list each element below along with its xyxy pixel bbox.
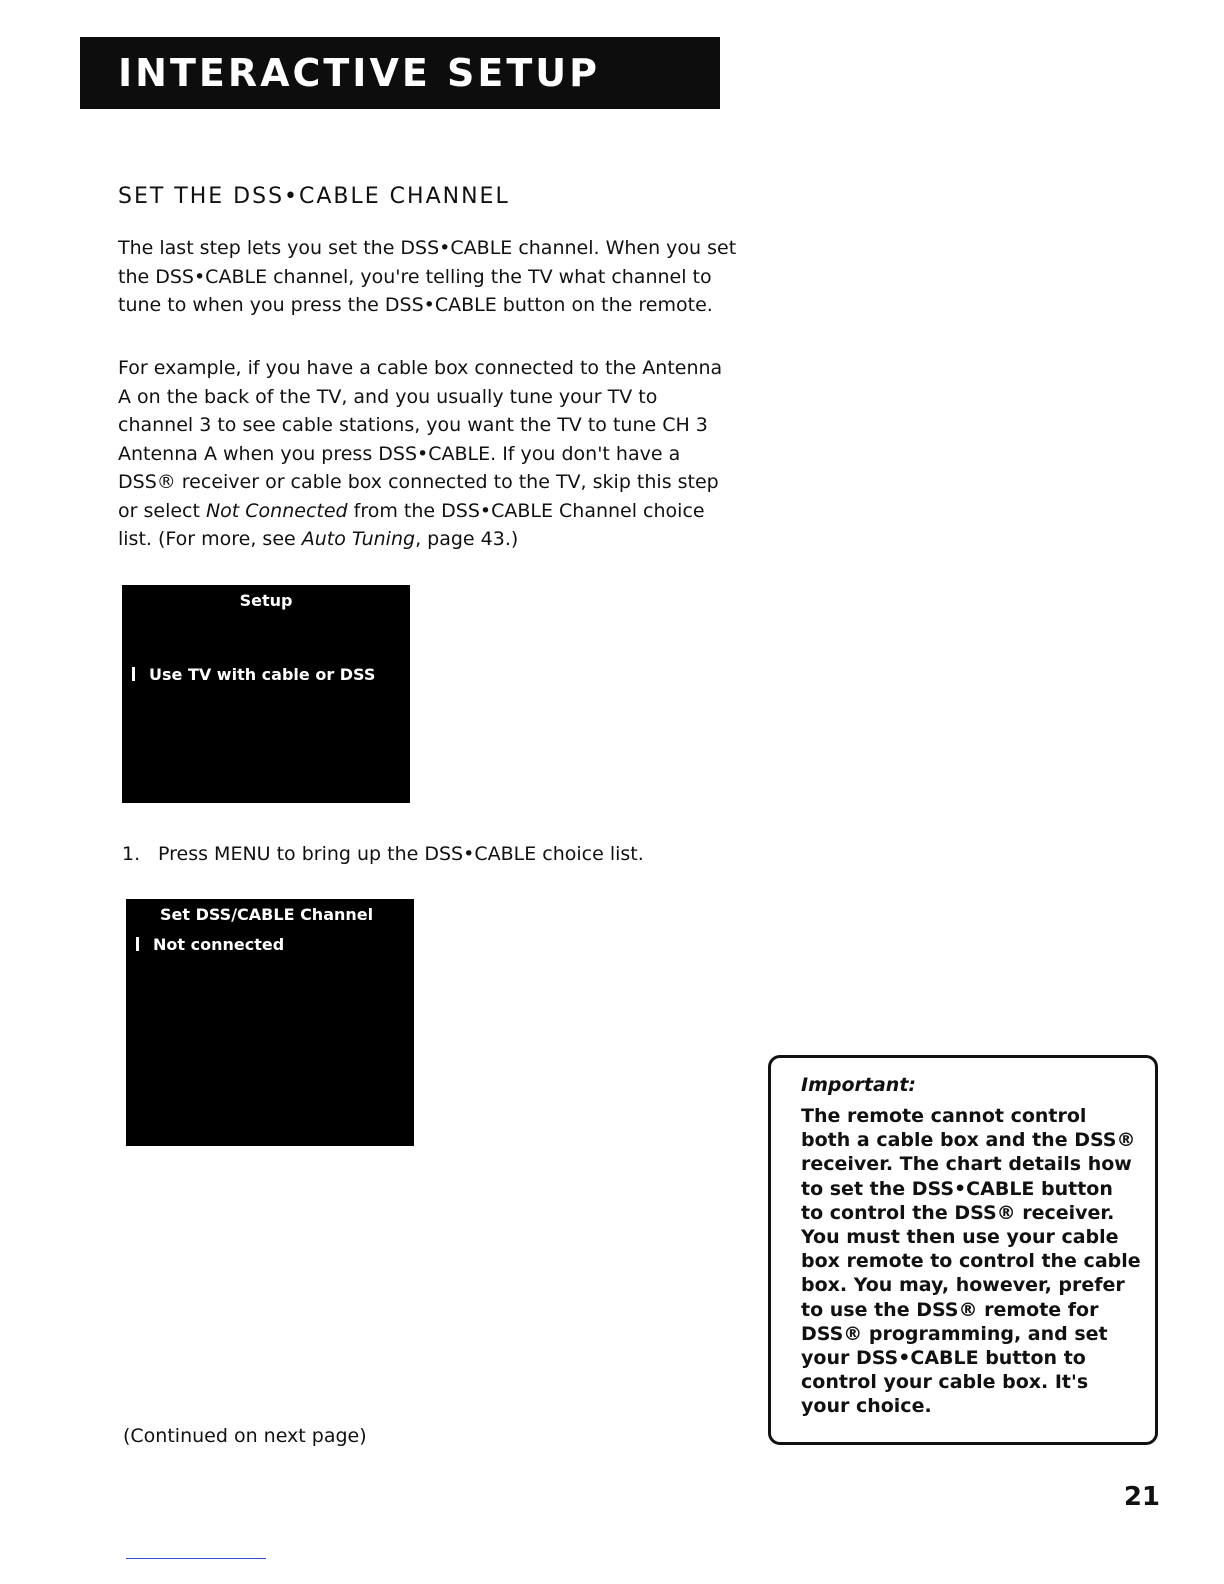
callout-body: The remote cannot control both a cable box and the DSS® receiver. The chart details how to set the DSS•CABLE button to control the DSS® receiver. You must then use your cable box remote to control the cable box. You may, however, prefer to use the DSS® remote for DSS® programming, and set your DSS•CABLE button to control your cable box. It's your choice. <box>801 1105 1141 1418</box>
banner-title: INTERACTIVE SETUP <box>118 51 600 95</box>
selection-marker-icon <box>132 667 135 681</box>
page-number: 21 <box>1123 1482 1160 1512</box>
setup-menu-item <box>132 665 375 684</box>
example-paragraph <box>118 354 738 554</box>
setup-menu-title: Setup <box>239 591 293 610</box>
step-text: Press MENU to bring up the DSS•CABLE choice list. <box>158 843 644 865</box>
dss-cable-choice-item <box>136 935 284 954</box>
callout-heading: Important: <box>801 1074 917 1096</box>
continued-note: (Continued on next page) <box>123 1425 367 1447</box>
section-title: SET THE DSS•CABLE CHANNEL <box>118 184 510 209</box>
step-number: 1. <box>122 843 141 865</box>
example-text-3: , page 43.) <box>415 528 519 550</box>
setup-menu-item-label: Use TV with cable or DSS <box>149 665 376 684</box>
footer-rule <box>126 1558 266 1559</box>
intro-paragraph: The last step lets you set the DSS•CABLE channel. When you set the DSS•CABLE channel, you're telling the TV what channel to tune to when you press the DSS•CABLE button on the remote. <box>118 237 737 316</box>
example-text-2: from the DSS•CABLE Channel choice list. (For more, see <box>118 499 705 550</box>
dss-cable-channel-screen <box>126 899 414 1146</box>
example-text-1: For example, if you have a cable box connected to the Antenna A on the back of the TV, and you usually tune your TV to channel 3 to see cable stations, you want the TV to tune CH 3 Antenna A when you press DSS•CABLE. If you don't have a DSS® receiver or cable box connected to the TV, skip this step or select <box>118 357 723 522</box>
dss-cable-choice-label: Not connected <box>153 935 285 954</box>
not-connected-emphasis: Not Connected <box>205 499 348 522</box>
important-callout <box>768 1055 1158 1445</box>
setup-menu-screen <box>122 585 410 803</box>
selection-marker-icon <box>136 937 139 951</box>
auto-tuning-reference: Auto Tuning <box>301 528 416 550</box>
step-1 <box>122 840 644 868</box>
header-banner <box>80 37 720 109</box>
dss-cable-screen-title: Set DSS/CABLE Channel <box>160 905 374 924</box>
